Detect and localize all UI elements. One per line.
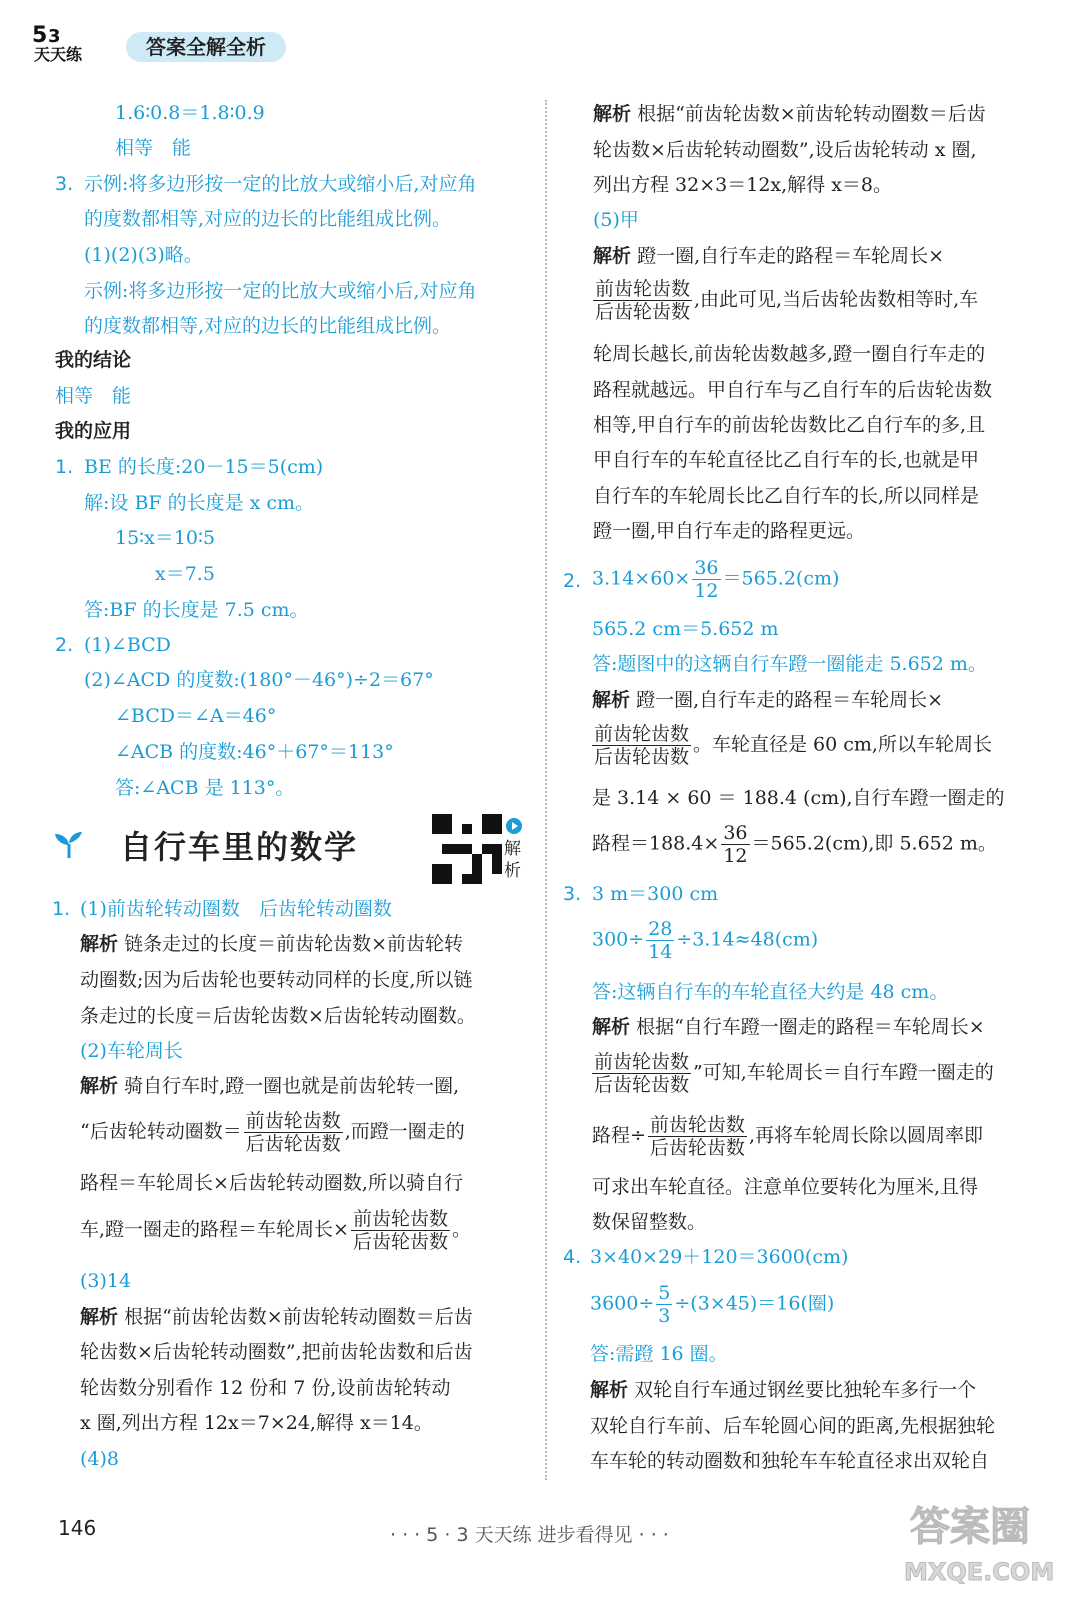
text-line: 答:BF 的长度是 7.5 cm。: [84, 599, 309, 621]
column-divider: [545, 100, 547, 1480]
text-span: 。: [451, 1218, 471, 1241]
analysis-text: 链条走过的长度＝前齿轮齿数×前齿轮转: [124, 933, 463, 955]
text-line: 解:设 BF 的长度是 x cm。: [84, 492, 315, 514]
brand-logo-icon: [30, 20, 110, 64]
fraction-numerator: 前齿轮齿数: [594, 1051, 690, 1073]
page-number: 146: [58, 1516, 97, 1540]
sprout-icon: [52, 830, 86, 860]
text-span: “后齿轮转动圈数＝: [80, 1120, 242, 1143]
text-line: (2)∠ACD 的度数:(180°－46°)÷2＝67°: [84, 669, 434, 691]
text-line: 车车轮的转动圈数和独轮车车轮直径求出双轮自: [590, 1450, 990, 1472]
text-line: 甲自行车的车轮直径比乙自行车的长,也就是甲: [593, 449, 980, 471]
text-span: 300÷: [592, 928, 645, 951]
text-line: 轮周长越长,前齿轮齿数越多,蹬一圈自行车走的: [593, 343, 986, 365]
svg-text:MXQE.COM: MXQE.COM: [904, 1558, 1055, 1586]
fraction: [592, 1051, 691, 1096]
fraction-numerator: 36: [694, 557, 719, 579]
footer-slogan: · · · 5 · 3 天天练 进步看得见 · · ·: [390, 1524, 669, 1546]
text-line: 的度数都相等,对应的边长的比能组成比例。: [84, 208, 452, 230]
text-line: [592, 687, 943, 713]
text-line: ∠ACB 的度数:46°＋67°＝113°: [115, 741, 394, 763]
analysis-text: 骑自行车时,蹬一圈也就是前齿轮转一圈,: [124, 1075, 460, 1097]
text-line: [592, 1014, 985, 1040]
text-line: 双轮自行车前、后车轮圆心间的距离,先根据独轮: [590, 1415, 996, 1437]
fraction-denominator: 3: [658, 1305, 671, 1327]
fraction-denominator: 后齿轮齿数: [352, 1231, 448, 1253]
watermark-logo-icon: [900, 1488, 1070, 1588]
text-span: 车,蹬一圈走的路程＝车轮周长×: [80, 1218, 349, 1241]
fraction: [656, 1282, 672, 1327]
fraction-numerator: 28: [648, 918, 673, 940]
text-line: [80, 1208, 471, 1253]
text-line: [592, 1051, 994, 1096]
text-line: [80, 1110, 465, 1155]
fraction-denominator: 后齿轮齿数: [649, 1137, 745, 1159]
analysis-label: 解析: [593, 103, 632, 125]
text-line: 轮齿数×后齿轮转动圈数”,设后齿轮转动 x 圈,: [593, 139, 977, 161]
text-line: x＝7.5: [155, 563, 215, 585]
text-span: 路程÷: [592, 1124, 646, 1147]
analysis-text: 根据“自行车蹬一圈走的路程＝车轮周长×: [636, 1016, 985, 1038]
text-span: ＝565.2(cm),即 5.652 m。: [751, 832, 997, 855]
text-line: 答:∠ACB 是 113°。: [115, 777, 295, 799]
text-line: x 圈,列出方程 12x＝7×24,解得 x＝14。: [80, 1412, 433, 1434]
text-line: 示例:将多边形按一定的比放大或缩小后,对应角: [84, 173, 477, 195]
text-line: [80, 1304, 473, 1330]
text-line: 15∶x＝10∶5: [115, 527, 216, 549]
analysis-label: 解析: [80, 933, 119, 955]
text-span: 3600÷: [590, 1292, 655, 1315]
fraction: [244, 1110, 343, 1155]
section-title: 自行车里的数学: [120, 828, 359, 866]
text-line: 答:这辆自行车的车轮直径大约是 48 cm。: [592, 981, 949, 1003]
fraction-denominator: 14: [648, 941, 673, 963]
text-line: [592, 1114, 983, 1159]
fraction-numerator: 前齿轮齿数: [594, 723, 690, 745]
text-line: 数保留整数。: [592, 1211, 707, 1233]
svg-text:3: 3: [48, 26, 61, 47]
text-line: (4)8: [80, 1448, 120, 1470]
text-line: [593, 243, 944, 269]
text-span: ,而蹬一圈走的: [344, 1120, 465, 1143]
text-line: (1)(2)(3)略。: [84, 244, 203, 266]
question-number: 3.: [55, 173, 74, 195]
text-line: 是 3.14 × 60 ＝ 188.4 (cm),自行车蹬一圈走的: [592, 787, 1005, 809]
text-line: 相等 能: [55, 385, 132, 407]
fraction-numerator: 前齿轮齿数: [352, 1208, 448, 1230]
text-line: 3 m＝300 cm: [592, 883, 719, 905]
fraction: [646, 918, 674, 963]
text-span: 路程＝188.4×: [592, 832, 720, 855]
text-span: ÷(3×45)＝16(圈): [674, 1292, 835, 1315]
text-span: ,再将车轮周长除以圆周率即: [748, 1124, 983, 1147]
text-line: [590, 1282, 834, 1327]
text-line: (1)前齿轮转动圈数 后齿轮转动圈数: [80, 898, 392, 920]
fraction: [692, 557, 720, 602]
analysis-text: 根据“前齿轮齿数×前齿轮转动圈数＝后齿: [637, 103, 986, 125]
question-number: 2.: [55, 634, 74, 656]
svg-text:答案圈: 答案圈: [910, 1504, 1030, 1550]
question-number: 4.: [563, 1246, 582, 1268]
analysis-label: 解析: [80, 1306, 119, 1328]
text-span: ,由此可见,当后齿轮齿数相等时,车: [694, 288, 979, 311]
svg-text:5: 5: [32, 23, 48, 48]
text-line: 示例:将多边形按一定的比放大或缩小后,对应角: [84, 280, 477, 302]
text-line: 相等,甲自行车的前齿轮齿数比乙自行车的多,且: [593, 414, 986, 436]
text-line: 列出方程 32×3＝12x,解得 x＝8。: [593, 174, 893, 196]
analysis-label: 解析: [590, 1379, 629, 1401]
text-line: 3×40×29＋120＝3600(cm): [590, 1246, 849, 1268]
text-line: 自行车的车轮周长比乙自行车的长,所以同样是: [593, 485, 980, 507]
analysis-label: 解析: [592, 1016, 631, 1038]
analysis-label: 解析: [593, 245, 632, 267]
analysis-text: 双轮自行车通过钢丝要比独轮车多行一个: [634, 1379, 977, 1401]
text-line: [590, 1377, 976, 1403]
text-line: 的度数都相等,对应的边长的比能组成比例。: [84, 315, 452, 337]
text-line: ∠BCD＝∠A＝46°: [115, 705, 277, 727]
subheading: 我的应用: [55, 420, 132, 442]
fraction-denominator: 12: [694, 580, 719, 602]
text-line: [80, 931, 463, 957]
fraction: [721, 822, 749, 867]
analysis-text: 根据“前齿轮齿数×前齿轮转动圈数＝后齿: [124, 1306, 473, 1328]
text-span: 3.14×60×: [592, 567, 691, 590]
text-line: 565.2 cm＝5.652 m: [592, 618, 779, 640]
analysis-label: 解析: [592, 689, 631, 711]
fraction-numerator: 前齿轮齿数: [245, 1110, 341, 1132]
text-line: [80, 1073, 459, 1099]
analysis-text: 蹬一圈,自行车走的路程＝车轮周长×: [636, 689, 944, 711]
analysis-label: 解析: [80, 1075, 119, 1097]
fraction-denominator: 后齿轮齿数: [245, 1133, 341, 1155]
fraction-denominator: 12: [723, 845, 748, 867]
header-title: 答案全解全析: [126, 32, 286, 62]
text-line: 轮齿数×后齿轮转动圈数”,把前齿轮齿数和后齿: [80, 1341, 473, 1363]
fraction-numerator: 5: [658, 1282, 671, 1304]
text-line: (1)∠BCD: [84, 634, 171, 656]
text-line: 路程就越远。甲自行车与乙自行车的后齿轮齿数: [593, 379, 993, 401]
text-line: 路程＝车轮周长×后齿轮转动圈数,所以骑自行: [80, 1172, 463, 1194]
text-line: 可求出车轮直径。注意单位要转化为厘米,且得: [592, 1176, 979, 1198]
qr-label: 解析: [504, 839, 521, 881]
text-span: ＝565.2(cm): [722, 567, 840, 590]
text-line: [592, 822, 997, 867]
text-line: (5)甲: [593, 209, 639, 231]
play-icon[interactable]: [506, 818, 522, 834]
question-number: 1.: [52, 898, 71, 920]
fraction-numerator: 36: [723, 822, 748, 844]
text-line: 轮齿数分别看作 12 份和 7 份,设前齿轮转动: [80, 1377, 451, 1399]
text-line: [592, 918, 818, 963]
text-span: ÷3.14≈48(cm): [676, 928, 819, 951]
question-number: 3.: [563, 883, 582, 905]
subheading: 我的结论: [55, 349, 132, 371]
fraction-numerator: 前齿轮齿数: [649, 1114, 745, 1136]
fraction: [593, 278, 692, 323]
qr-code-icon[interactable]: [432, 814, 502, 884]
text-line: [593, 278, 978, 323]
text-line: (2)车轮周长: [80, 1040, 183, 1062]
question-number: 1.: [55, 456, 74, 478]
text-line: 1.6∶0.8＝1.8∶0.9: [115, 102, 265, 124]
fraction: [351, 1208, 450, 1253]
text-line: 答:题图中的这辆自行车蹬一圈能走 5.652 m。: [592, 653, 987, 675]
text-line: [593, 101, 986, 127]
fraction-numerator: 前齿轮齿数: [595, 278, 691, 300]
question-number: 2.: [563, 570, 582, 592]
fraction-denominator: 后齿轮齿数: [594, 1074, 690, 1096]
analysis-text: 蹬一圈,自行车走的路程＝车轮周长×: [637, 245, 945, 267]
text-line: 动圈数;因为后齿轮也要转动同样的长度,所以链: [80, 969, 473, 991]
fraction-denominator: 后齿轮齿数: [595, 301, 691, 323]
text-line: [592, 557, 839, 602]
text-line: 相等 能: [115, 137, 192, 159]
svg-text:天天练: 天天练: [34, 45, 83, 64]
text-span: 。车轮直径是 60 cm,所以车轮周长: [693, 733, 992, 756]
fraction: [592, 723, 691, 768]
text-line: (3)14: [80, 1270, 132, 1292]
text-line: 答:需蹬 16 圈。: [590, 1343, 728, 1365]
text-span: ”可知,车轮周长＝自行车蹬一圈走的: [693, 1061, 994, 1084]
text-line: 条走过的长度＝后齿轮齿数×后齿轮转动圈数。: [80, 1005, 476, 1027]
text-line: 蹬一圈,甲自行车走的路程更远。: [593, 520, 866, 542]
fraction: [648, 1114, 747, 1159]
text-line: [592, 723, 992, 768]
text-line: BE 的长度:20－15＝5(cm): [84, 456, 324, 478]
fraction-denominator: 后齿轮齿数: [594, 746, 690, 768]
